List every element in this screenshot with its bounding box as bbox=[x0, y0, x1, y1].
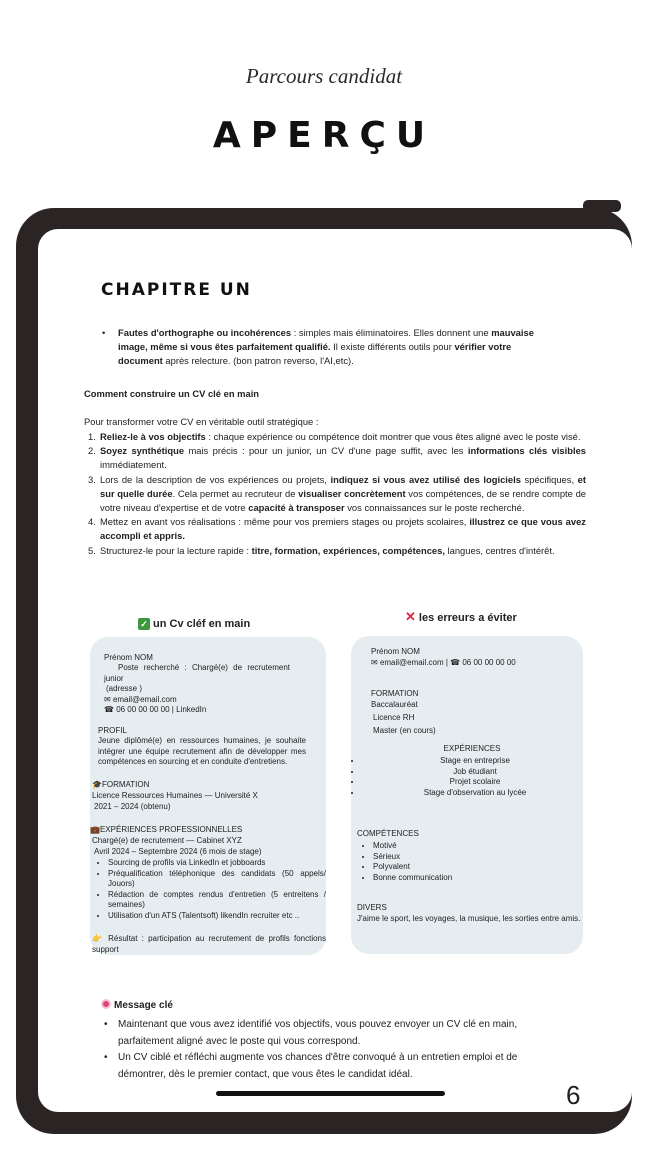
good-cv-profil-title: PROFIL bbox=[98, 726, 127, 735]
page-number: 6 bbox=[566, 1080, 581, 1110]
good-cv-phone: ☎ 06 00 00 00 00 | LinkedIn bbox=[104, 705, 207, 714]
list-item: • Job étudiant bbox=[362, 767, 588, 778]
bad-cv-formation-title: FORMATION bbox=[371, 689, 419, 698]
good-cv-email: ✉ email@email.com bbox=[104, 695, 177, 704]
list-item: • Sourcing de profils via LinkedIn et jobboards bbox=[108, 858, 326, 869]
good-cv-exp-title: 💼EXPÉRIENCES PROFESSIONNELLES bbox=[90, 825, 243, 834]
list-item: • Rédaction de comptes rendus d'entretien (5 entreitens / semaines) bbox=[108, 890, 326, 911]
graduation-cap-icon: 🎓 bbox=[92, 780, 102, 789]
home-indicator[interactable] bbox=[216, 1091, 445, 1096]
list-item: • Préqualification téléphonique des candidats (50 appels/ Jouors) bbox=[108, 869, 326, 890]
good-cv-address: (adresse ) bbox=[106, 684, 143, 693]
step-item: 1. Reliez-le à vos objectifs : chaque expérience ou compétence doit montrer que vous êtes aligné avec le poste visé. bbox=[88, 431, 581, 442]
mail-icon: ✉ bbox=[104, 695, 113, 704]
step-item: 4. Mettez en avant vos réalisations : même pour vos premiers stages ou projets scolaires, illustrez ce que vous avez accompli et appris. bbox=[88, 516, 586, 542]
phone-icon: ☎ bbox=[104, 705, 117, 714]
cross-icon: ✕ bbox=[405, 609, 416, 624]
good-cv-heading: ✓ un Cv cléf en main bbox=[138, 617, 250, 631]
bad-cv-skills-title: COMPÉTENCES bbox=[357, 829, 419, 838]
steps-list bbox=[88, 430, 586, 558]
intro-bullet bbox=[102, 326, 542, 369]
section-title: Comment construire un CV clé en main bbox=[84, 388, 260, 399]
good-cv-formation-line: Licence Ressources Humaines — Université X bbox=[92, 791, 258, 800]
pointing-hand-icon: 👉 bbox=[92, 934, 109, 943]
list-item: • Stage en entreprise bbox=[362, 756, 588, 767]
list-item: • Stage d'observation au lycée bbox=[362, 788, 588, 799]
good-cv-role: Poste recherché : Chargé(e) de recrutement junior bbox=[104, 663, 290, 683]
step-item: 2. Soyez synthétique mais précis : pour un junior, un CV d'une page suffit, avec les informations clés visibles immédiatement. bbox=[88, 445, 586, 471]
chapter-title: CHAPITRE UN bbox=[101, 280, 252, 300]
section-intro: Pour transformer votre CV en véritable outil stratégique : bbox=[84, 416, 319, 427]
check-icon: ✓ bbox=[138, 618, 150, 630]
bullet-dot: • bbox=[102, 327, 106, 338]
briefcase-icon: 💼 bbox=[90, 825, 100, 834]
bad-cv-formation-item: Licence RH bbox=[373, 713, 415, 722]
good-cv-exp-dates: Avril 2024 – Septembre 2024 (6 mois de stage) bbox=[94, 847, 262, 856]
list-item: • Sérieux bbox=[373, 852, 557, 863]
list-item: • Motivé bbox=[373, 841, 557, 852]
target-icon bbox=[101, 999, 111, 1009]
bad-cv-contact: ✉ email@email.com | ☎ 06 00 00 00 00 bbox=[371, 658, 516, 667]
mail-icon: ✉ bbox=[371, 658, 380, 667]
bad-cv-divers-text: J'aime le sport, les voyages, la musique, les sorties entre amis. bbox=[357, 914, 581, 923]
bad-cv-name: Prénom NOM bbox=[371, 647, 420, 656]
list-item: • Bonne communication bbox=[373, 873, 557, 884]
good-cv-result: 👉 Résultat : participation au recrutement de profils fonctions support bbox=[92, 934, 326, 954]
key-message-title: Message clé bbox=[101, 999, 173, 1013]
phone-icon: ☎ bbox=[447, 658, 463, 667]
good-cv-profil-text: Jeune diplômé(e) en ressources humaines, je souhaite intégrer une équipe recrutement afin de développer mes compétences en sourcing et en conduite d'entretiens. bbox=[98, 736, 306, 767]
bad-cv-exp-title: EXPÉRIENCES bbox=[443, 744, 501, 753]
bad-cv-formation-item: Master (en cours) bbox=[373, 726, 436, 735]
list-item: • Utilisation d'un ATS (Talentsoft) likendIn recruiter etc .. bbox=[108, 911, 326, 922]
good-cv-name: Prénom NOM bbox=[104, 653, 153, 662]
list-item: • Polyvalent bbox=[373, 862, 557, 873]
bad-cv-exp-list bbox=[356, 756, 588, 798]
step-item: 5. Structurez-le pour la lecture rapide : titre, formation, expériences, compétences, langues, centres d'intérêt. bbox=[88, 544, 555, 556]
bad-cv-divers-title: DIVERS bbox=[357, 903, 387, 912]
key-message-list bbox=[104, 1017, 544, 1083]
bad-cv-heading: ✕ les erreurs a éviter bbox=[405, 609, 517, 624]
good-cv-exp-list bbox=[92, 858, 326, 922]
bad-cv-skills-list bbox=[357, 841, 557, 883]
good-cv-exp-role: Chargé(e) de recrutement — Cabinet XYZ bbox=[92, 836, 242, 845]
step-item: 3. Lors de la description de vos expériences ou projets, indiquez si vous avez utilisé des logiciels spécifiques, et sur quelle durée. Cela permet au recruteur de visualiser concrètement vos compétences, de se rendre compte de votre niveau d'expertise et de votre capacité à transposer vos connaissances sur le poste recherché. bbox=[88, 473, 587, 514]
intro-bullet-text: Fautes d'orthographe ou incohérences : simples mais éliminatoires. Elles donnent une mauvaise image, même si vous êtes parfaitement qualifié. Il existe différents outils pour vérifier votre document après relecture. (bon patron reverso, l'AI,etc). bbox=[118, 327, 534, 367]
page-title: APERÇU bbox=[212, 115, 436, 156]
good-cv-formation-title: 🎓FORMATION bbox=[92, 780, 150, 789]
page-kicker: Parcours candidat bbox=[245, 64, 403, 88]
list-item: • Projet scolaire bbox=[362, 777, 588, 788]
bad-cv-formation-item: Baccalauréat bbox=[371, 700, 418, 709]
list-item: • Maintenant que vous avez identifié vos objectifs, vous pouvez envoyer un CV clé en main, parfaitement aligné avec le poste qui vous correspond. bbox=[104, 1019, 518, 1047]
tablet-screen bbox=[38, 229, 632, 1112]
list-item: • Un CV ciblé et réfléchi augmente vos chances d'être convoqué à un entretien emploi et de démontrer, dès le premier contact, que vous êtes le candidat idéal. bbox=[104, 1052, 518, 1080]
good-cv-formation-line: 2021 – 2024 (obtenu) bbox=[94, 802, 171, 811]
